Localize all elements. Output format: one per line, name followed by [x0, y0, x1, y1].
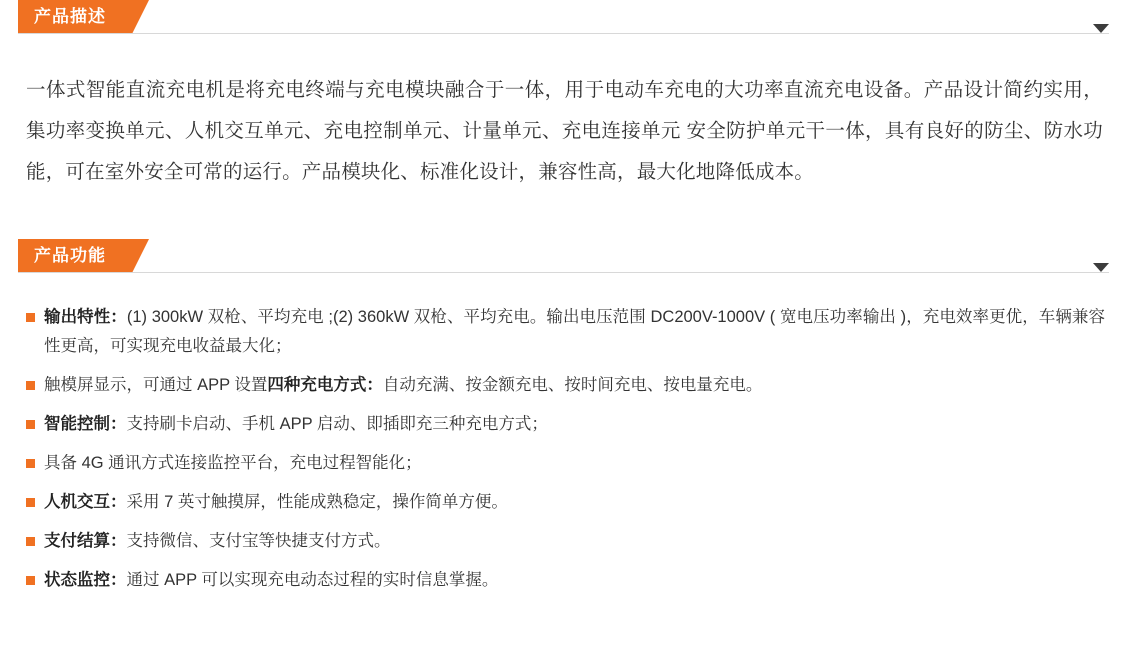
- square-bullet-icon: [26, 420, 35, 429]
- feature-body: 支持刷卡启动、手机 APP 启动、即插即充三种充电方式；: [126, 414, 548, 433]
- list-item: [26, 488, 1105, 517]
- section-divider-line: [18, 33, 1109, 34]
- section-header-product-function: [18, 239, 1109, 273]
- section-header-product-description: [18, 0, 1109, 34]
- list-item: [26, 527, 1105, 556]
- feature-text: [44, 371, 1105, 400]
- square-bullet-icon: [26, 313, 35, 322]
- list-item: [26, 371, 1105, 400]
- section-title-text: 产品描述: [34, 7, 106, 26]
- product-feature-list: [26, 303, 1105, 595]
- list-item: [26, 303, 1105, 361]
- product-description-block: [26, 70, 1103, 193]
- list-item: [26, 449, 1105, 478]
- feature-text: [44, 527, 1105, 556]
- feature-text: [44, 303, 1105, 361]
- triangle-marker-icon: [1093, 24, 1109, 33]
- feature-body: 具备 4G 通讯方式连接监控平台，充电过程智能化；: [44, 453, 422, 472]
- feature-body: 采用 7 英寸触摸屏，性能成熟稳定，操作简单方便。: [126, 492, 508, 511]
- triangle-marker-icon: [1093, 263, 1109, 272]
- feature-text: [44, 566, 1105, 595]
- feature-body: 支持微信、支付宝等快捷支付方式。: [126, 531, 391, 550]
- feature-text: [44, 488, 1105, 517]
- feature-body-post: 自动充满、按金额充电、按时间充电、按电量充电。: [382, 375, 763, 394]
- feature-body: 通过 APP 可以实现充电动态过程的实时信息掌握。: [126, 570, 499, 589]
- product-description-paragraph: 一体式智能直流充电机是将充电终端与充电模块融合于一体，用于电动车充电的大功率直流充电设备。产品设计简约实用，集功率变换单元、人机交互单元、充电控制单元、计量单元、充电连接单元 安全防护单元干一体，具有良好的防尘、防水功能，可在室外安全可常的运行。产品模块化、标准化设计，兼容性高，最大化地降低成本。: [26, 79, 1103, 183]
- feature-body-pre: 触模屏显示，可通过 APP 设置: [44, 375, 268, 394]
- feature-body: (1) 300kW 双枪、平均充电 ;(2) 360kW 双枪、平均充电。输出电压范围 DC200V-1000V ( 宽电压功率输出 )，充电效率更优，车辆兼容性更高，可实现充电收益最大化；: [44, 307, 1106, 355]
- feature-label: 支付结算：: [44, 531, 127, 550]
- square-bullet-icon: [26, 459, 35, 468]
- feature-label: 智能控制：: [44, 414, 127, 433]
- feature-text: [44, 449, 1105, 478]
- section-title-banner: [18, 0, 132, 34]
- section-divider-line: [18, 272, 1109, 273]
- feature-text: [44, 410, 1105, 439]
- feature-body-strong: 四种充电方式：: [267, 375, 383, 394]
- square-bullet-icon: [26, 537, 35, 546]
- square-bullet-icon: [26, 381, 35, 390]
- section-title-banner: [18, 239, 132, 273]
- section-title-text: 产品功能: [34, 245, 106, 265]
- list-item: [26, 410, 1105, 439]
- list-item: [26, 566, 1105, 595]
- feature-label: 状态监控：: [44, 570, 127, 589]
- feature-label: 人机交互：: [44, 492, 127, 511]
- square-bullet-icon: [26, 576, 35, 585]
- feature-label: 输出特性：: [44, 307, 127, 326]
- square-bullet-icon: [26, 498, 35, 507]
